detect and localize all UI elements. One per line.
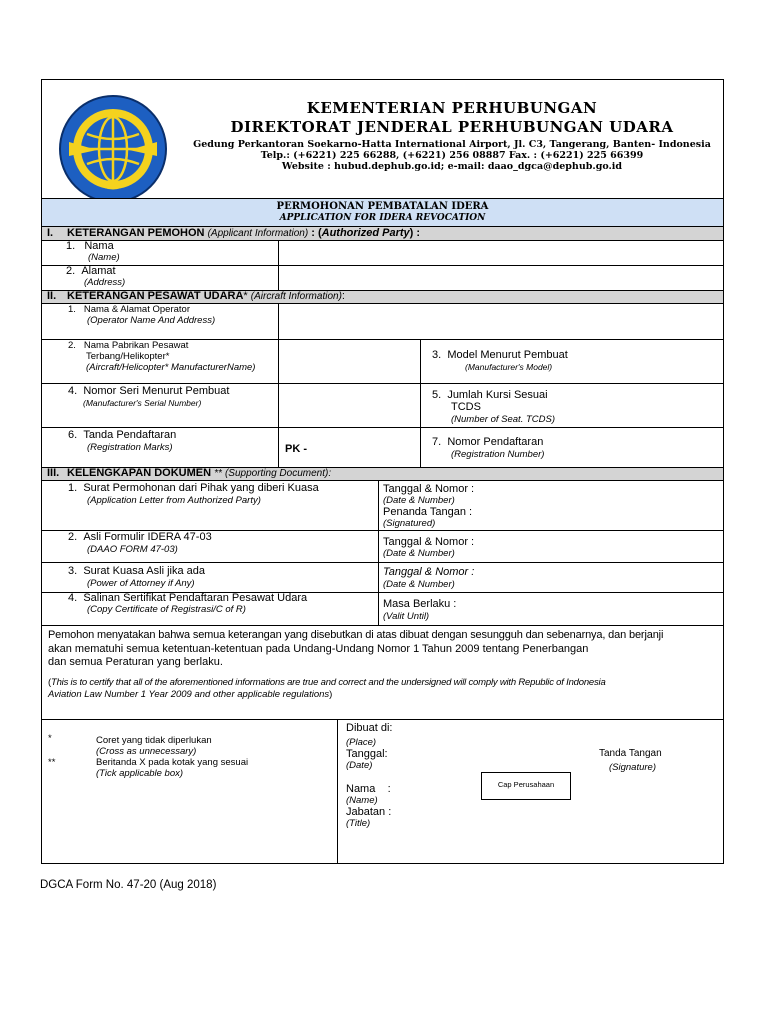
seat-label: 5. Jumlah Kursi Sesuai [432,389,548,401]
doc-4-label-en: (Copy Certificate of Registrasi/C of R) [87,604,246,615]
note-2-text-en: (Tick applicable box) [96,768,184,779]
doc-1-date-label: Tanggal & Nomor : [383,483,475,495]
doc-1-signer-label-en: (Signatured) [383,518,436,529]
manufacturer-label-en: (Aircraft/Helicopter* ManufacturerName) [86,362,256,373]
section-1-title-en: (Applicant Information) [207,228,309,239]
doc-1-date-label-en: (Date & Number) [383,495,455,506]
declaration-text-en: (This is to certify that all of the aforementioned informations are true and correct and the undersigned will comply with Republic of Indonesia Aviation Law Number 1 Year 2009 and other applicable regulations) [48,677,606,700]
doc-3-date-label-en: (Date & Number) [383,579,455,590]
section-1-number: I. [47,227,54,239]
operator-label-en: (Operator Name And Address) [87,315,216,326]
doc-3-label: 3. Surat Kuasa Asli jika ada [68,565,205,577]
form-number: DGCA Form No. 47-20 (Aug 2018) [40,879,217,891]
name-label: 1. Nama [66,240,114,252]
note-1-text-en: (Cross as unnecessary) [96,746,197,757]
section-1-title: KETERANGAN PEMOHON [67,227,205,239]
serial-label: 4. Nomor Seri Menurut Pembuat [68,385,230,397]
section-2-title-line: KETERANGAN PESAWAT UDARA* (Aircraft Information): [67,290,345,302]
model-field[interactable] [600,340,722,382]
doc-2-date-label: Tanggal & Nomor : [383,536,475,548]
section-1-party: Authorized Party [321,227,410,239]
signature-label-en: (Signature) [609,762,656,773]
signature-area[interactable] [580,780,720,860]
section-3-number: III. [47,467,60,479]
seat-label-2: TCDS [451,401,481,413]
signature-label: Tanda Tangan [599,748,662,759]
registration-mark-label-en: (Registration Marks) [87,442,173,453]
registration-number-field[interactable] [600,428,722,466]
doc-2-label-en: (DAAO FORM 47-03) [87,544,178,555]
section-2-title: KETERANGAN PESAWAT UDARA [67,290,244,302]
address-label: 2. Alamat [66,265,116,277]
company-stamp-label: Cap Perusahaan [497,780,555,789]
form-title: PERMOHONAN PEMBATALAN IDERA [276,201,489,212]
applicant-address-field[interactable] [280,266,722,289]
section-3-title-en: (Supporting Document): [224,468,332,479]
place-label: Dibuat di: [346,722,393,734]
signer-name-label-en: (Name) [346,795,378,806]
registration-number-label-en: (Registration Number) [451,449,545,460]
directorate-name: DIREKTORAT JENDERAL PERHUBUNGAN UDARA [230,118,674,136]
registration-mark-field[interactable] [315,428,419,466]
note-2-text: Beritanda X pada kotak yang sesuai [96,757,249,768]
applicant-name-field[interactable] [280,241,722,264]
manufacturer-label-2: Terbang/Helikopter* [86,351,170,362]
declaration-text: Pemohon menyatakan bahwa semua keterangan yang disebutkan di atas dibuat dengan sesungguh dan sebenarnya, dan berjanji akan mematuhi semua ketentuan-ketentuan pada Undang-Undang Nomor 1 Tahun 2009 tentang Penerbangan dan semua Peraturan yang berlaku. [48,629,664,668]
section-3-title: KELENGKAPAN DOKUMEN [67,467,212,479]
doc-2-date-label-en: (Date & Number) [383,548,455,559]
doc-4-valid-label: Masa Berlaku : [383,598,457,610]
operator-field[interactable] [280,304,722,338]
company-stamp-box[interactable] [481,772,571,800]
note-2-mark: ** [48,757,56,768]
ministry-logo-icon [57,94,169,204]
doc-1-label: 1. Surat Permohonan dari Pihak yang diberi Kuasa [68,482,319,494]
model-label: 3. Model Menurut Pembuat [432,349,568,361]
note-1-text: Coret yang tidak diperlukan [96,735,212,746]
section-2-number: II. [47,290,57,302]
doc-4-label: 4. Salinan Sertifikat Pendaftaran Pesawat Udara [68,592,308,604]
doc-3-label-en: (Power of Attorney if Any) [87,578,195,589]
section-2-title-en: (Aircraft Information) [250,291,342,302]
manufacturer-field[interactable] [280,340,419,382]
date-label-en: (Date) [346,760,373,771]
signer-title-label: Jabatan : [346,806,392,818]
doc-4-valid-label-en: (Valit Until) [383,611,430,622]
date-label: Tanggal: [346,748,388,760]
registration-mark-prefix: PK - [285,443,307,455]
serial-field[interactable] [280,384,419,426]
ministry-name: KEMENTERIAN PERHUBUNGAN [306,99,598,117]
registration-number-label: 7. Nomor Pendaftaran [432,436,544,448]
doc-1-signer-label: Penanda Tangan : [383,506,473,518]
header-address: Gedung Perkantoran Soekarno-Hatta International Airport, Jl. C3, Tangerang, Banten- Indonesia [193,139,711,150]
address-label-en: (Address) [84,277,126,288]
signer-name-label: Nama : [346,783,391,795]
registration-mark-label: 6. Tanda Pendaftaran [68,429,177,441]
section-3-title-line: KELENGKAPAN DOKUMEN ** (Supporting Document): [67,467,332,479]
doc-1-label-en: (Application Letter from Authorized Party) [87,495,261,506]
header-phone: Telp.: (+6221) 225 66288, (+6221) 256 08887 Fax. : (+6221) 225 66399 [260,150,644,161]
model-label-en: (Manufacturer's Model) [465,362,553,372]
place-label-en: (Place) [346,737,377,748]
signer-title-label-en: (Title) [346,818,371,829]
section-1-title-line: KETERANGAN PEMOHON (Applicant Information) : (Authorized Party) : [67,227,421,239]
header-website: Website : hubud.dephub.go.id; e-mail: daao_dgca@dephub.go.id [281,161,623,172]
name-label-en: (Name) [88,252,120,263]
doc-2-label: 2. Asli Formulir IDERA 47-03 [68,531,212,543]
serial-label-en: (Manufacturer's Serial Number) [83,398,202,408]
operator-label: 1. Nama & Alamat Operator [68,304,190,315]
note-1-mark: * [48,733,52,744]
doc-3-date-label: Tanggal & Nomor : [383,566,475,578]
manufacturer-label: 2. Nama Pabrikan Pesawat [68,340,189,351]
form-title-en: APPLICATION FOR IDERA REVOCATION [279,213,486,223]
seat-field[interactable] [600,384,722,426]
seat-label-en: (Number of Seat. TCDS) [451,414,555,425]
